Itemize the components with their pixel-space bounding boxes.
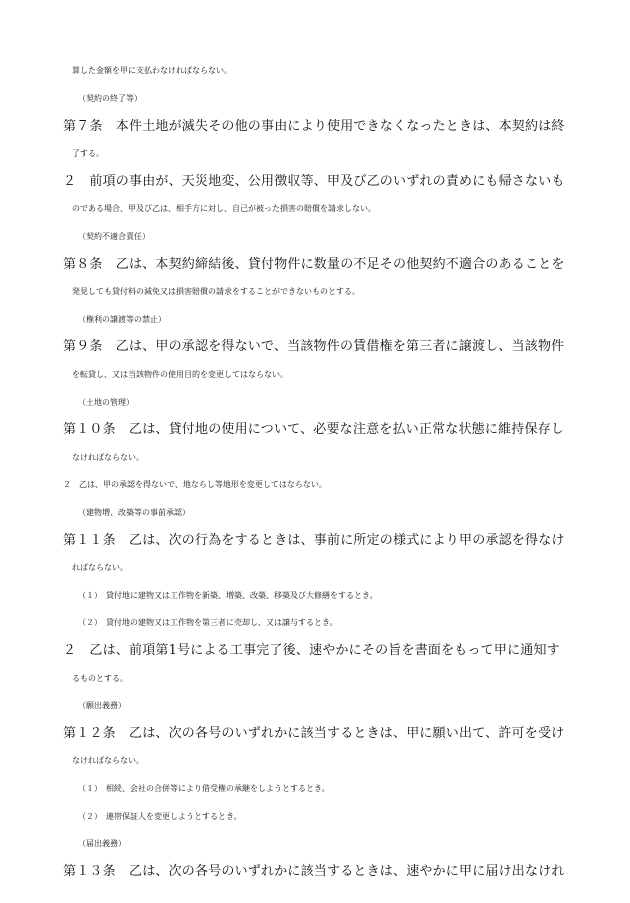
article-10-line: 第１０条 乙は、貸付地の使用について、必要な注意を払い正常な状態に維持保存し <box>63 422 565 437</box>
paragraph-line: ２ 乙は、前項第1号による工事完了後、速やかにその旨を書面をもって甲に通知す <box>63 643 560 658</box>
text-line: ればならない。 <box>72 563 128 572</box>
article-11-line: 第１１条 乙は、次の行為をするときは、事前に所定の様式により甲の承認を得なけ <box>63 533 565 548</box>
list-item: （２） 貸付地の建物又は工作物を第三者に売却し、又は譲与するとき。 <box>78 618 338 627</box>
section-heading: （契約不適合責任） <box>78 232 150 241</box>
section-heading: （契約の終了等） <box>78 94 142 103</box>
text-line: のである場合、甲及び乙は、相手方に対し、自己が被った損害の賠償を請求しない。 <box>72 204 376 213</box>
list-item: （１） 相続、会社の合併等により借受権の承継をしようとするとき。 <box>78 784 330 793</box>
paragraph-line: ２ 乙は、甲の承認を得ないで、地ならし等地形を変更してはならない。 <box>63 480 327 489</box>
paragraph-line: ２ 前項の事由が、天災地変、公用徴収等、甲及び乙のいずれの責めにも帰さないも <box>63 174 565 189</box>
section-heading: （建物増、改築等の事前承認） <box>78 508 190 517</box>
list-item: （２） 連帯保証人を変更しようとするとき。 <box>78 812 242 821</box>
section-heading: （権利の譲渡等の禁止） <box>78 315 166 324</box>
text-line: 発見しても貸付料の減免又は損害賠償の請求をすることができないものとする。 <box>72 287 360 296</box>
text-line: を転貸し、又は当該物件の使用目的を変更してはならない。 <box>72 370 288 379</box>
text-line: 了する。 <box>72 149 104 158</box>
article-9-line: 第９条 乙は、甲の承認を得ないで、当該物件の賃借権を第三者に譲渡し、当該物件 <box>63 339 565 354</box>
text-line: なければならない。 <box>72 453 144 462</box>
text-line: なければならない。 <box>72 756 144 765</box>
section-heading: （届出義務） <box>78 839 126 848</box>
article-12-line: 第１２条 乙は、次の各号のいずれかに該当するときは、甲に願い出て、許可を受け <box>63 726 565 741</box>
article-7-line: 第７条 本件土地が滅失その他の事由により使用できなくなったときは、本契約は終 <box>63 119 565 134</box>
article-8-line: 第８条 乙は、本契約締結後、貸付物件に数量の不足その他契約不適合のあることを <box>63 257 565 272</box>
section-heading: （土地の管理） <box>78 398 134 407</box>
article-13-line: 第１３条 乙は、次の各号のいずれかに該当するときは、速やかに甲に届け出なけれ <box>63 864 565 879</box>
text-line: 算した金額を甲に支払わなければならない。 <box>72 66 232 75</box>
text-line: るものとする。 <box>72 674 128 683</box>
list-item: （１） 貸付地に建物又は工作物を新築、増築、改築、移築及び大修繕をするとき。 <box>78 591 378 600</box>
section-heading: （願出義務） <box>78 701 126 710</box>
